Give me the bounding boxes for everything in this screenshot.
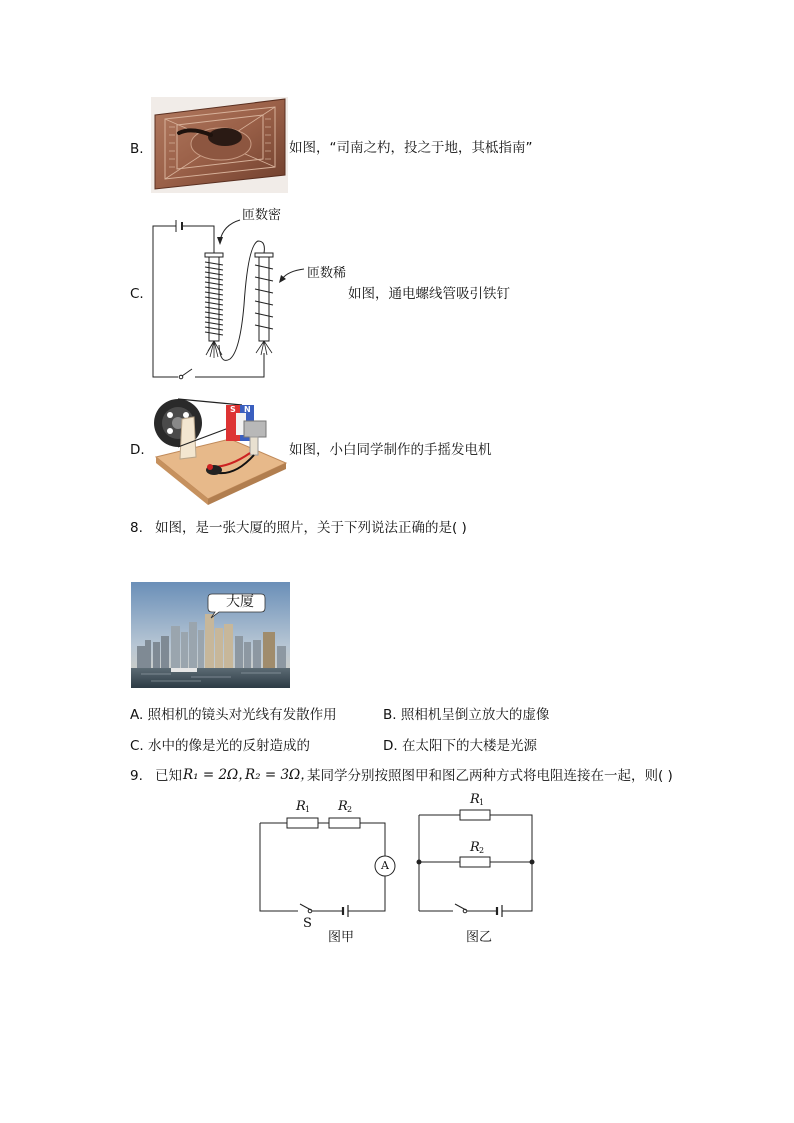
option-b-letter: B. [130,141,144,157]
photo-bubble-label: 大厦 [226,594,254,610]
q8-choice-a: A. 照相机的镜头对光线有发散作用 [130,707,337,723]
question-9-r2-value: R₂ = 3Ω， [245,767,314,783]
option-c-letter: C. [130,286,144,302]
sinan-compass-image [151,97,288,193]
parallel-r2-subscript: 2 [479,846,485,855]
question-9-r1-value: R₁ = 2Ω， [183,767,252,783]
series-r2-subscript: 2 [347,805,353,814]
q8-choice-b: B. 照相机呈倒立放大的虚像 [383,707,550,723]
option-d-caption: 如图，小白同学制作的手摇发电机 [289,442,492,458]
series-r1-label: R [296,799,306,814]
option-b-caption: 如图，“司南之杓，投之于地，其柢指南” [289,140,533,156]
question-9-stem-prefix: 已知 [155,768,182,784]
series-r1-subscript: 1 [305,805,311,814]
series-circuit-caption: 图甲 [328,930,355,945]
solenoid-diagram [148,205,358,383]
parallel-r1-label: R [470,792,480,807]
series-r2-label: R [338,799,348,814]
question-8-stem: 如图，是一张大厦的照片，关于下列说法正确的是( ) [155,520,467,536]
hand-crank-generator-image [150,393,288,505]
label-sparse-turns: 匝数稀 [307,266,347,281]
parallel-r1-subscript: 1 [479,798,485,807]
circuit-parallel-diagram [414,790,539,948]
question-8-number: 8. [130,520,143,536]
circuit-series-diagram [255,796,400,948]
switch-s-label: S [303,916,312,931]
option-c-caption: 如图，通电螺线管吸引铁钉 [348,286,510,302]
magnet-s-pole: S [230,405,236,414]
q8-choice-c: C. 水中的像是光的反射造成的 [130,738,311,754]
magnet-n-pole: N [244,405,251,414]
skyscraper-photo [131,582,290,688]
parallel-r2-label: R [470,840,480,855]
parallel-circuit-caption: 图乙 [466,930,493,945]
ammeter-label: A [381,859,389,872]
question-9-number: 9. [130,768,143,784]
q8-choice-d: D. 在太阳下的大楼是光源 [383,738,537,754]
label-dense-turns: 匝数密 [242,208,282,223]
option-d-letter: D. [130,442,145,458]
question-9-stem-suffix: 某同学分别按照图甲和图乙两种方式将电阻连接在一起，则( ) [307,768,673,784]
